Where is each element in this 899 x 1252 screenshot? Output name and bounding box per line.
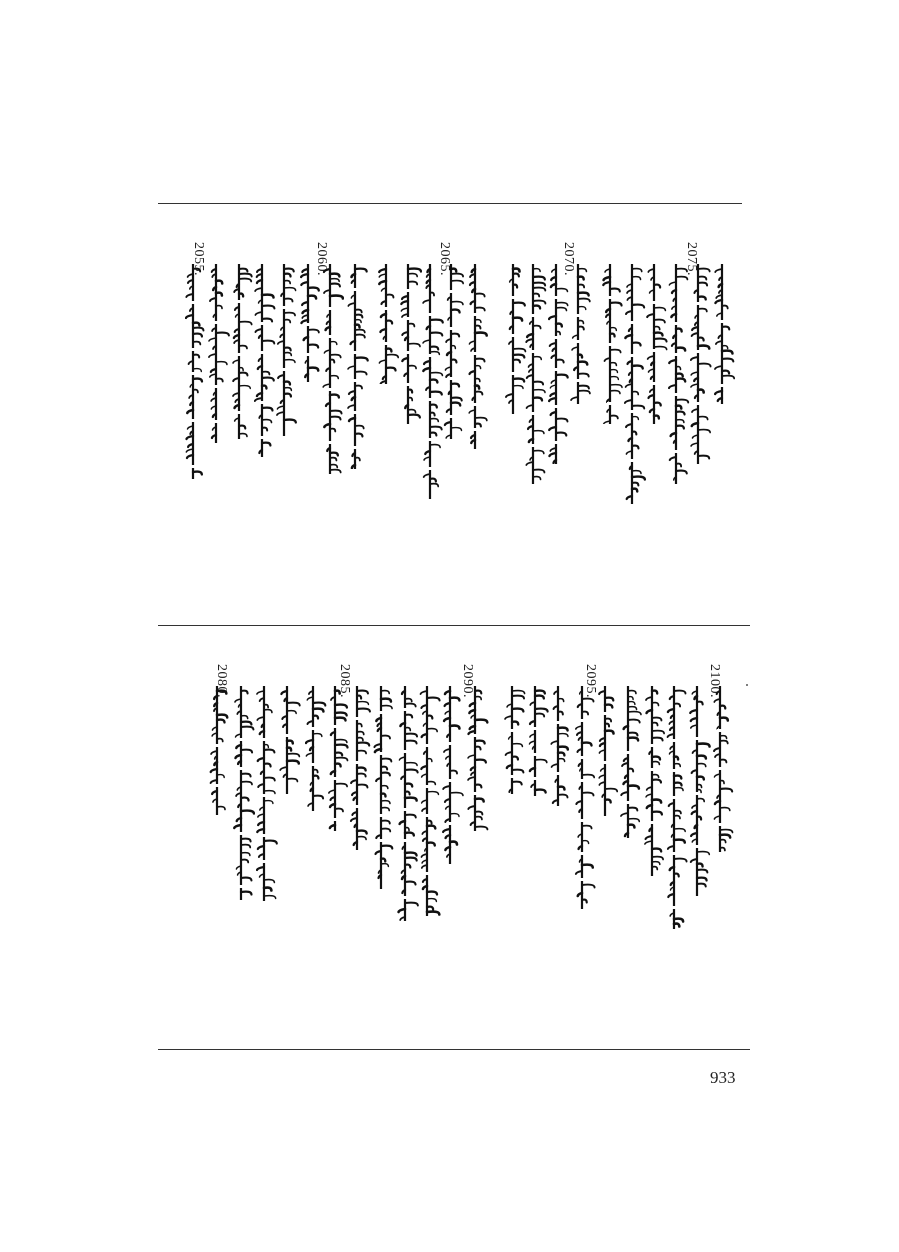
mongolian-script-line	[602, 264, 624, 424]
line-number: 2090.	[460, 664, 475, 698]
mongolian-script-line	[548, 264, 570, 464]
mongolian-script-line	[620, 686, 642, 838]
mongolian-script-line	[644, 686, 666, 876]
mongolian-script-line	[712, 686, 734, 852]
line-number: 2055.	[191, 242, 206, 276]
mongolian-script-line	[327, 686, 349, 831]
mongolian-script-line	[231, 264, 253, 439]
mongolian-script-line	[504, 686, 526, 794]
mongolian-script-line	[373, 686, 395, 889]
mongolian-script-line	[443, 264, 465, 439]
mongolian-script-line	[349, 686, 371, 850]
mongolian-script-line	[209, 686, 231, 815]
mongolian-script-line	[233, 686, 255, 900]
line-number: 2095.	[583, 664, 598, 698]
mongolian-script-line	[256, 686, 278, 901]
mongolian-script-line	[668, 264, 690, 484]
line-number: 2080.	[214, 664, 229, 698]
mongolian-script-line	[666, 686, 688, 929]
line-number: 2100.	[707, 664, 722, 698]
page-number: 933	[710, 1068, 736, 1087]
mongolian-script-line	[397, 686, 419, 921]
mongolian-script-line	[279, 686, 301, 794]
line-number: 2065.	[437, 242, 452, 276]
line-number: 2070.	[561, 242, 576, 276]
mongolian-script-line	[422, 264, 444, 499]
mongolian-script-line	[574, 686, 596, 909]
mongolian-script-line	[525, 264, 547, 484]
mongolian-script-line	[689, 686, 711, 896]
mongolian-script-line	[714, 264, 736, 404]
line-number: 2075.	[684, 242, 699, 276]
line-number: 2085.	[337, 664, 352, 698]
mongolian-script-line	[305, 686, 327, 811]
mongolian-script-line	[442, 686, 464, 864]
mongolian-script-line	[646, 264, 668, 424]
mongolian-script-line	[624, 264, 646, 504]
mongolian-script-line	[300, 264, 322, 382]
mongolian-script-line	[467, 686, 489, 831]
mongolian-script-line	[347, 264, 369, 469]
mongolian-script-line	[208, 264, 230, 443]
mongolian-script-line	[185, 264, 207, 479]
mongolian-script-line	[254, 264, 276, 457]
mongolian-script-line	[400, 264, 422, 424]
bottom-rule	[158, 1049, 750, 1050]
middle-rule	[158, 625, 750, 626]
mongolian-script-line	[570, 264, 592, 404]
mongolian-script-line	[378, 264, 400, 384]
mongolian-script-line	[505, 264, 527, 414]
mongolian-script-line	[527, 686, 549, 796]
mongolian-script-line	[550, 686, 572, 806]
scan-speck	[746, 684, 748, 686]
mongolian-script-line	[276, 264, 298, 436]
mongolian-script-line	[419, 686, 441, 916]
mongolian-script-line	[597, 686, 619, 816]
top-rule	[158, 203, 742, 204]
mongolian-script-line	[467, 264, 489, 449]
line-number: 2060.	[314, 242, 329, 276]
mongolian-script-line	[690, 264, 712, 464]
mongolian-script-line	[322, 264, 344, 474]
